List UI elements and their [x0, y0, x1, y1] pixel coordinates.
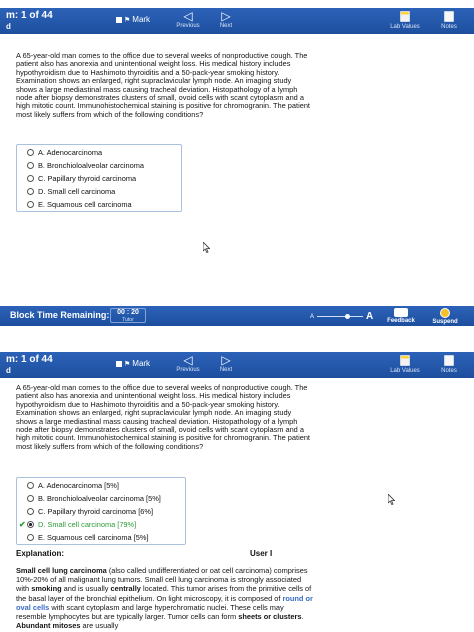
next-label: Next	[219, 367, 233, 373]
flag-icon: ⚑	[124, 16, 131, 24]
screen-separator	[0, 326, 474, 344]
choice-d[interactable]	[17, 518, 185, 531]
explanation-text	[16, 566, 316, 630]
arrow-right-icon: ▷	[221, 353, 231, 367]
next-button[interactable]	[206, 10, 246, 29]
term-smoking: smoking	[31, 584, 62, 594]
arrow-left-icon: ◁	[183, 353, 193, 367]
bottom-toolbar	[0, 306, 474, 326]
radio-button[interactable]	[27, 534, 34, 541]
choice-c[interactable]	[17, 172, 181, 185]
zoom-big-label: A	[366, 311, 374, 322]
mark-checkbox[interactable]	[116, 15, 150, 24]
lab-values-icon	[400, 11, 410, 22]
text-run: and is usually	[61, 584, 111, 594]
choice-label: A. Adenocarcinoma [5%]	[38, 481, 119, 490]
feedback-label: Feedback	[387, 318, 415, 324]
choice-label: C. Papillary thyroid carcinoma	[38, 174, 137, 183]
mark-checkbox[interactable]	[116, 359, 150, 368]
radio-button[interactable]	[27, 201, 34, 208]
lab-values-label: Lab Values	[390, 24, 420, 30]
radio-button[interactable]	[27, 482, 34, 489]
mark-box[interactable]	[116, 361, 122, 367]
term-abundant-mitoses: Abundant mitoses	[16, 621, 81, 631]
previous-button[interactable]	[168, 354, 208, 373]
term-small-cell: Small cell lung carcinoma	[16, 566, 107, 575]
timer-value: 00 : 20	[117, 309, 139, 316]
question-id: d	[6, 22, 11, 31]
user-id-label: User I	[250, 549, 273, 558]
text-run: located. This tumor arises from the primitive cells of the basal layer of the bronchial epithelium. On light microscopy, it is composed of	[16, 584, 312, 603]
lab-values-button[interactable]	[386, 355, 424, 374]
radio-button[interactable]	[27, 495, 34, 502]
choice-label: B. Bronchioloalveolar carcinoma	[38, 161, 144, 170]
answer-choices	[16, 144, 182, 212]
choice-label: B. Bronchioloalveolar carcinoma [5%]	[38, 494, 161, 503]
choice-b[interactable]	[17, 492, 185, 505]
question-stem: A 65-year-old man comes to the office due to several weeks of nonproductive cough. The patient also has anorexia and unintentional weight loss. His medical history includes hypothyroidism due to Hashimoto thyroiditis and a 50-pack-year smoking history. Examination shows an enlarged, right supraclavicular lymph node. An imaging study shows a large mediastinal mass causing tracheal deviation. Histopathology of a lymph node after biopsy demonstrates clusters of small, ovoid cells with scant cytoplasm and a high mitotic count. Immunohistochemical staining is positive for chromogranin. The patient most likely suffers from which of the following conditions?	[16, 383, 310, 451]
previous-label: Previous	[176, 367, 200, 373]
choice-label: A. Adenocarcinoma	[38, 148, 103, 157]
suspend-icon	[440, 308, 450, 318]
notes-label: Notes	[441, 24, 457, 30]
radio-button[interactable]	[27, 175, 34, 182]
zoom-small-label: A	[310, 313, 315, 320]
feedback-icon	[394, 308, 408, 317]
choice-label: C. Papillary thyroid carcinoma [6%]	[38, 507, 154, 516]
checkmark-icon: ✔	[19, 520, 26, 529]
choice-b[interactable]	[17, 159, 181, 172]
choice-d[interactable]	[17, 185, 181, 198]
font-size-slider[interactable]	[310, 311, 373, 322]
previous-button[interactable]	[168, 10, 208, 29]
suspend-label: Suspend	[432, 319, 458, 325]
arrow-left-icon: ◁	[183, 9, 193, 23]
arrow-right-icon: ▷	[221, 9, 231, 23]
radio-button[interactable]	[27, 162, 34, 169]
choice-label: E. Squamous cell carcinoma [5%]	[38, 533, 149, 542]
suspend-button[interactable]	[428, 308, 462, 325]
question-stem: A 65-year-old man comes to the office due to several weeks of nonproductive cough. The patient also has anorexia and unintentional weight loss. His medical history includes hypothyroidism due to Hashimoto thyroiditis and a 50-pack-year smoking history. Examination shows an enlarged, right supraclavicular lymph node. An imaging study shows a large mediastinal mass causing tracheal deviation. Histopathology of a lymph node after biopsy demonstrates clusters of small, ovoid cells with scant cytoplasm and a high mitotic count. Immunohistochemical staining is positive for chromogranin. The patient most likely suffers from which of the following conditions?	[16, 51, 310, 119]
choice-e[interactable]	[17, 531, 185, 544]
explanation-heading: Explanation:	[16, 549, 65, 558]
radio-button[interactable]	[27, 149, 34, 156]
mark-label: Mark	[132, 15, 151, 24]
notes-label: Notes	[441, 368, 457, 374]
choice-label: D. Small cell carcinoma	[38, 187, 116, 196]
question-id: d	[6, 366, 11, 375]
text-run: (also called undifferentiated or oat cell carcinoma) comprises 10%-20% of all malignant lung tumors. Small cell lung carcinoma is strongly associated with	[16, 566, 308, 594]
slider-track[interactable]	[317, 316, 363, 317]
radio-button-selected[interactable]	[27, 521, 34, 528]
lab-values-label: Lab Values	[390, 368, 420, 374]
radio-button[interactable]	[27, 188, 34, 195]
block-timer	[110, 308, 146, 323]
question-screen-answered	[0, 344, 474, 632]
choice-c[interactable]	[17, 505, 185, 518]
choice-e[interactable]	[17, 198, 181, 211]
lab-values-icon	[400, 355, 410, 366]
next-label: Next	[219, 23, 233, 29]
answer-choices	[16, 477, 186, 545]
next-button[interactable]	[206, 354, 246, 373]
text-run: with scant cytoplasm and large hyperchromatic nuclei. These cells may resemble lymphocytes but are typically larger. Tumor cells can form	[16, 602, 284, 622]
top-toolbar	[0, 352, 474, 378]
timer-mode: Tutor	[122, 317, 134, 323]
text-run: are usually	[80, 621, 119, 631]
feedback-button[interactable]	[384, 308, 418, 324]
choice-a[interactable]	[17, 146, 181, 159]
term-round-oval-cells: round or oval cells	[16, 593, 313, 612]
mark-box[interactable]	[116, 17, 122, 23]
choice-label: E. Squamous cell carcinoma	[38, 200, 132, 209]
radio-button[interactable]	[27, 508, 34, 515]
notes-button[interactable]	[430, 11, 468, 30]
question-position: m: 1 of 44	[6, 10, 53, 21]
mark-label: Mark	[132, 359, 151, 368]
flag-icon: ⚑	[124, 360, 131, 368]
term-centrally: centrally	[110, 584, 141, 594]
choice-a[interactable]	[17, 479, 185, 492]
text-run: .	[301, 612, 304, 622]
question-position: m: 1 of 44	[6, 354, 53, 365]
notes-icon	[444, 355, 454, 366]
top-toolbar	[0, 8, 474, 34]
term-sheets-clusters: sheets or clusters	[238, 612, 302, 622]
choice-label: D. Small cell carcinoma [79%]	[38, 520, 137, 529]
previous-label: Previous	[176, 23, 200, 29]
slider-handle[interactable]	[345, 314, 350, 319]
lab-values-button[interactable]	[386, 11, 424, 30]
block-time-label: Block Time Remaining:	[10, 310, 110, 320]
notes-button[interactable]	[430, 355, 468, 374]
notes-icon	[444, 11, 454, 22]
